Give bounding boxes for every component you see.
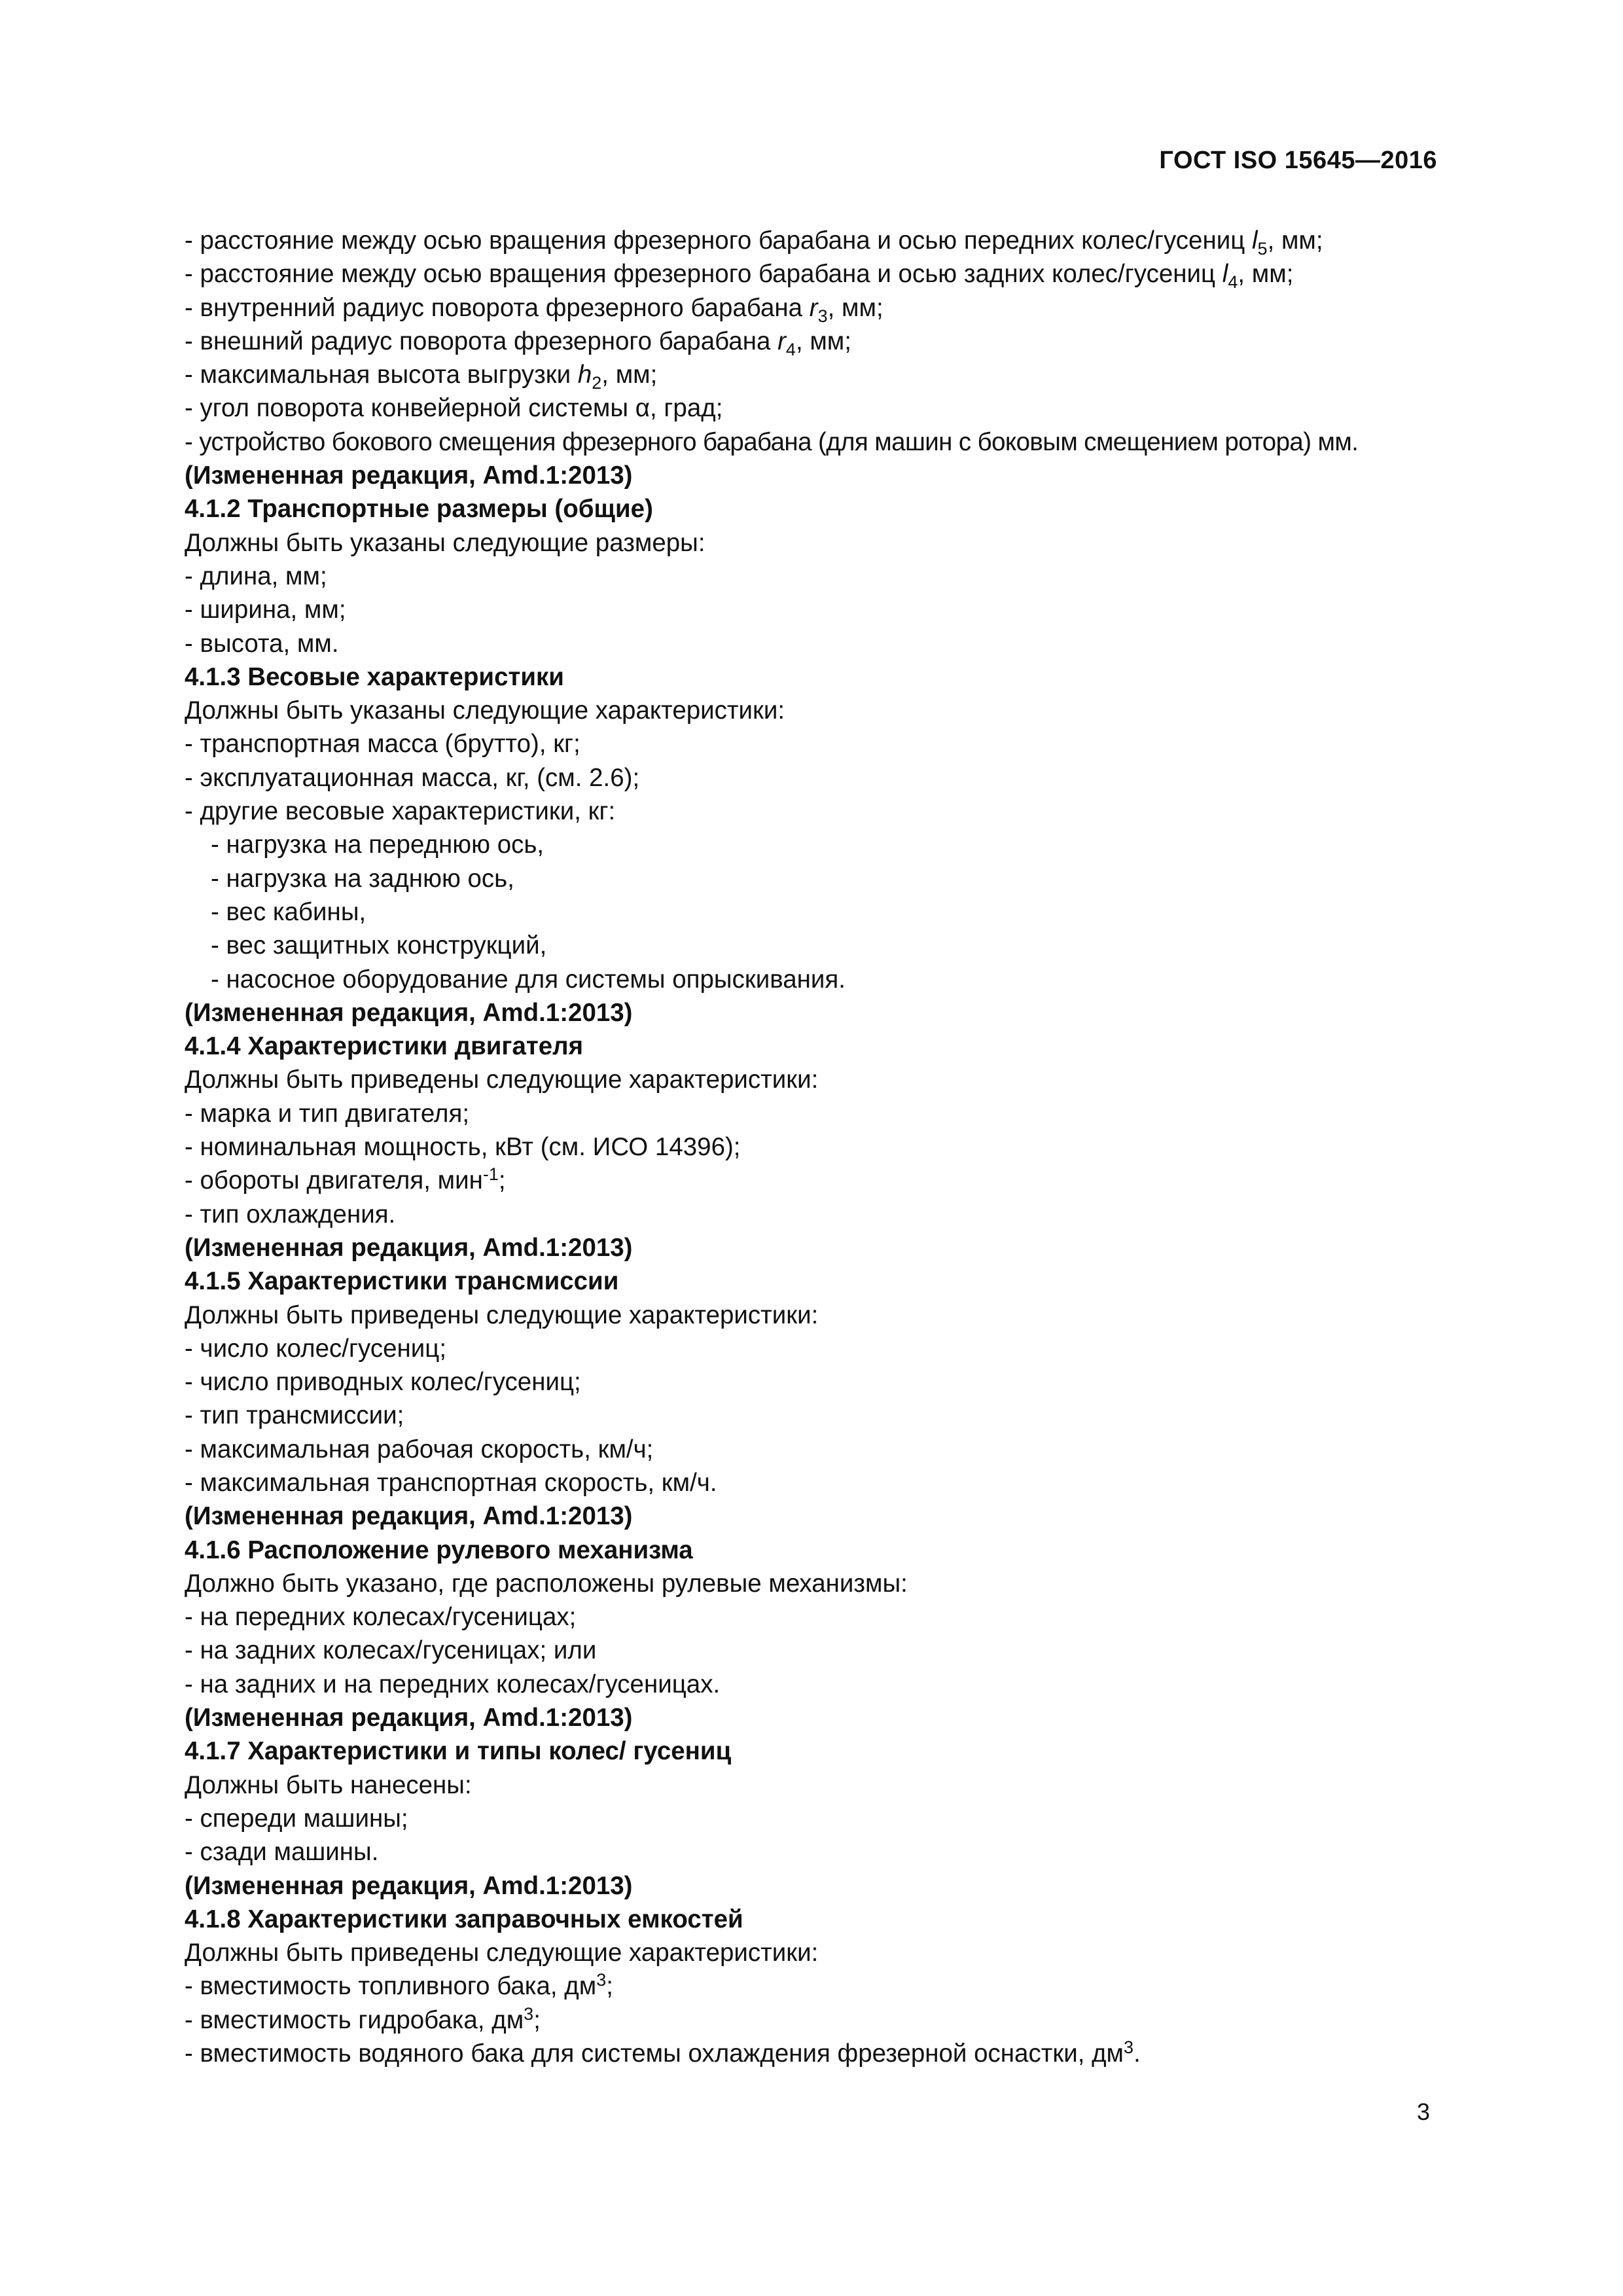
list-item: - спереди машины; bbox=[185, 1804, 408, 1833]
section-heading-4-1-5: 4.1.5 Характеристики трансмиссии bbox=[185, 1267, 619, 1296]
list-item: - на передних колесах/гусеницах; bbox=[185, 1603, 577, 1632]
list-item: - максимальная транспортная скорость, км/ч. bbox=[185, 1468, 717, 1497]
section-heading-4-1-6: 4.1.6 Расположение рулевого механизма bbox=[185, 1535, 693, 1564]
list-item: - угол поворота конвейерной системы α, град; bbox=[185, 394, 723, 423]
amendment-note: (Измененная редакция, Amd.1:2013) bbox=[185, 1871, 633, 1900]
list-item: - ширина, мм; bbox=[185, 596, 346, 624]
list-item: - эксплуатационная масса, кг, (см. 2.6); bbox=[185, 763, 640, 792]
list-item: - расстояние между осью вращения фрезерного барабана и осью передних колес/гусениц $l_5$, мм; bbox=[185, 226, 1323, 259]
list-item: - вместимость водяного бака для системы охлаждения фрезерной оснастки, $дм^3$. bbox=[185, 2037, 1141, 2068]
section-intro: Должны быть нанесены: bbox=[185, 1770, 472, 1799]
list-item: - сзади машины. bbox=[185, 1838, 379, 1867]
list-item: - внешний радиус поворота фрезерного барабана $r_4$, мм; bbox=[185, 327, 851, 359]
section-intro: Должно быть указано, где расположены рулевые механизмы: bbox=[185, 1569, 908, 1598]
sub-list-item: - нагрузка на переднюю ось, bbox=[211, 831, 544, 859]
document-header: ГОСТ ISO 15645—2016 bbox=[1159, 147, 1437, 174]
section-heading-4-1-4: 4.1.4 Характеристики двигателя bbox=[185, 1032, 584, 1061]
list-item: - транспортная масса (брутто), кг; bbox=[185, 730, 580, 759]
sub-list-item: - вес кабины, bbox=[211, 897, 366, 926]
list-item: - максимальная высота выгрузки $h_2$, мм; bbox=[185, 361, 658, 393]
list-item: - марка и тип двигателя; bbox=[185, 1099, 470, 1128]
sub-list-item: - насосное оборудование для системы опрыскивания. bbox=[211, 965, 846, 994]
section-intro: Должны быть указаны следующие размеры: bbox=[185, 528, 705, 557]
list-item: - вместимость гидробака, $дм^3$; bbox=[185, 2003, 541, 2034]
list-item: - тип охлаждения. bbox=[185, 1200, 396, 1229]
section-heading-4-1-7: 4.1.7 Характеристики и типы колес/ гусениц bbox=[185, 1737, 732, 1766]
list-item: - номинальная мощность, кВт (см. ИСО 14396); bbox=[185, 1133, 741, 1162]
amendment-note: (Измененная редакция, Amd.1:2013) bbox=[185, 998, 633, 1027]
list-item: - высота, мм. bbox=[185, 629, 339, 658]
sub-list-item: - нагрузка на заднюю ось, bbox=[211, 864, 514, 893]
page-number: 3 bbox=[1416, 2098, 1430, 2125]
section-intro: Должны быть приведены следующие характеристики: bbox=[185, 1300, 819, 1329]
list-item: - тип трансмиссии; bbox=[185, 1401, 404, 1430]
amendment-note: (Измененная редакция, Amd.1:2013) bbox=[185, 461, 633, 490]
list-item: - внутренний радиус поворота фрезерного барабана $r_3$, мм; bbox=[185, 293, 883, 326]
section-intro: Должны быть указаны следующие характеристики: bbox=[185, 696, 785, 725]
amendment-note: (Измененная редакция, Amd.1:2013) bbox=[185, 1502, 633, 1531]
list-item: - на задних и на передних колесах/гусеницах. bbox=[185, 1670, 721, 1698]
list-item: - число колес/гусениц; bbox=[185, 1334, 447, 1363]
list-item: - вместимость топливного бака, $дм^3$; bbox=[185, 1970, 613, 2001]
list-item: - расстояние между осью вращения фрезерного барабана и осью задних колес/гусениц $l_4$, мм; bbox=[185, 260, 1294, 293]
section-heading-4-1-8: 4.1.8 Характеристики заправочных емкостей bbox=[185, 1905, 743, 1933]
section-intro: Должны быть приведены следующие характеристики: bbox=[185, 1066, 819, 1094]
list-item: - другие весовые характеристики, кг: bbox=[185, 797, 616, 826]
section-heading-4-1-3: 4.1.3 Весовые характеристики bbox=[185, 662, 564, 691]
section-heading-4-1-2: 4.1.2 Транспортные размеры (общие) bbox=[185, 495, 653, 524]
list-item: - обороты двигателя, мин$^{-1}$; bbox=[185, 1164, 506, 1195]
list-item: - устройство бокового смещения фрезерного барабана (для машин с боковым смещением ротора) мм. bbox=[185, 427, 1359, 456]
section-intro: Должны быть приведены следующие характеристики: bbox=[185, 1939, 819, 1967]
list-item: - максимальная рабочая скорость, км/ч; bbox=[185, 1435, 654, 1463]
list-item: - число приводных колес/гусениц; bbox=[185, 1368, 581, 1397]
amendment-note: (Измененная редакция, Amd.1:2013) bbox=[185, 1704, 633, 1732]
amendment-note: (Измененная редакция, Amd.1:2013) bbox=[185, 1233, 633, 1262]
list-item: - длина, мм; bbox=[185, 562, 327, 590]
document-body bbox=[185, 224, 1448, 2070]
list-item: - на задних колесах/гусеницах; или bbox=[185, 1636, 597, 1665]
sub-list-item: - вес защитных конструкций, bbox=[211, 931, 547, 960]
